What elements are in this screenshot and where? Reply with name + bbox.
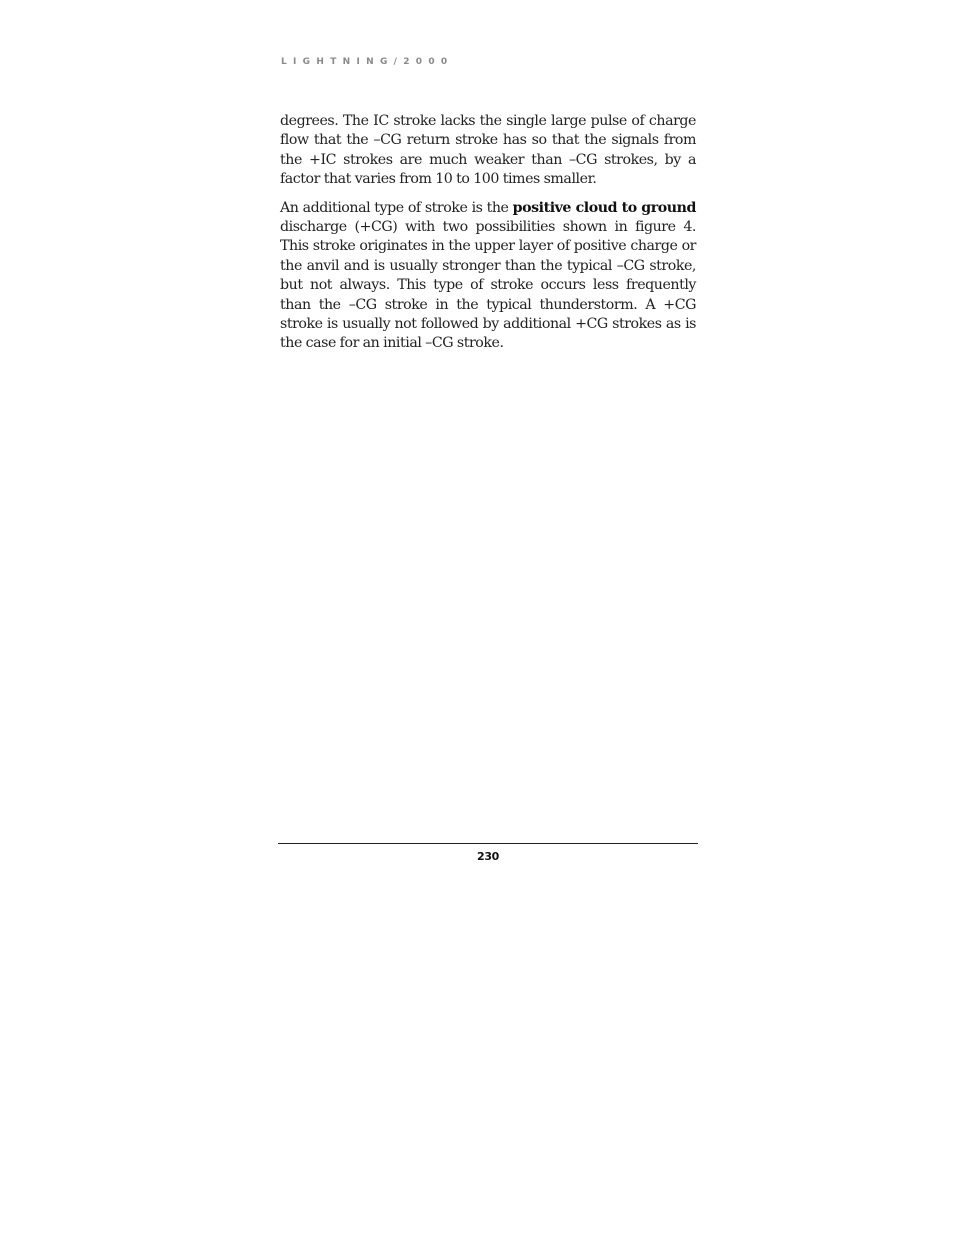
paragraph-ic-stroke: degrees. The IC stroke lacks the single large pulse of charge flow that the –CG return stroke has so that the signals from the +IC strokes are much weaker than –CG strokes, by a factor that varies from 10 to 100 times smaller.	[280, 113, 696, 188]
paragraph-positive-cg-lead: An additional type of stroke is the	[280, 199, 513, 216]
page-number: 230	[476, 850, 500, 863]
paragraph-positive-cg-rest: discharge (+CG) with two possibilities shown in figure 4. This stroke originates in the upper layer of positive charge or the anvil and is usually stronger than the typical –CG stroke, but not always. This type of stroke occurs less frequently than the –CG stroke in the typical thunderstorm. A +CG stroke is usually not followed by additional +CG strokes as is the case for an initial –CG stroke.	[280, 219, 696, 352]
page-body	[280, 112, 696, 363]
paragraph-positive-cg	[280, 199, 696, 354]
bold-term-positive-cloud-to-ground: positive cloud to ground	[512, 199, 696, 216]
footer-rule	[278, 843, 698, 844]
running-header: LIGHTNING/2000	[281, 57, 454, 67]
